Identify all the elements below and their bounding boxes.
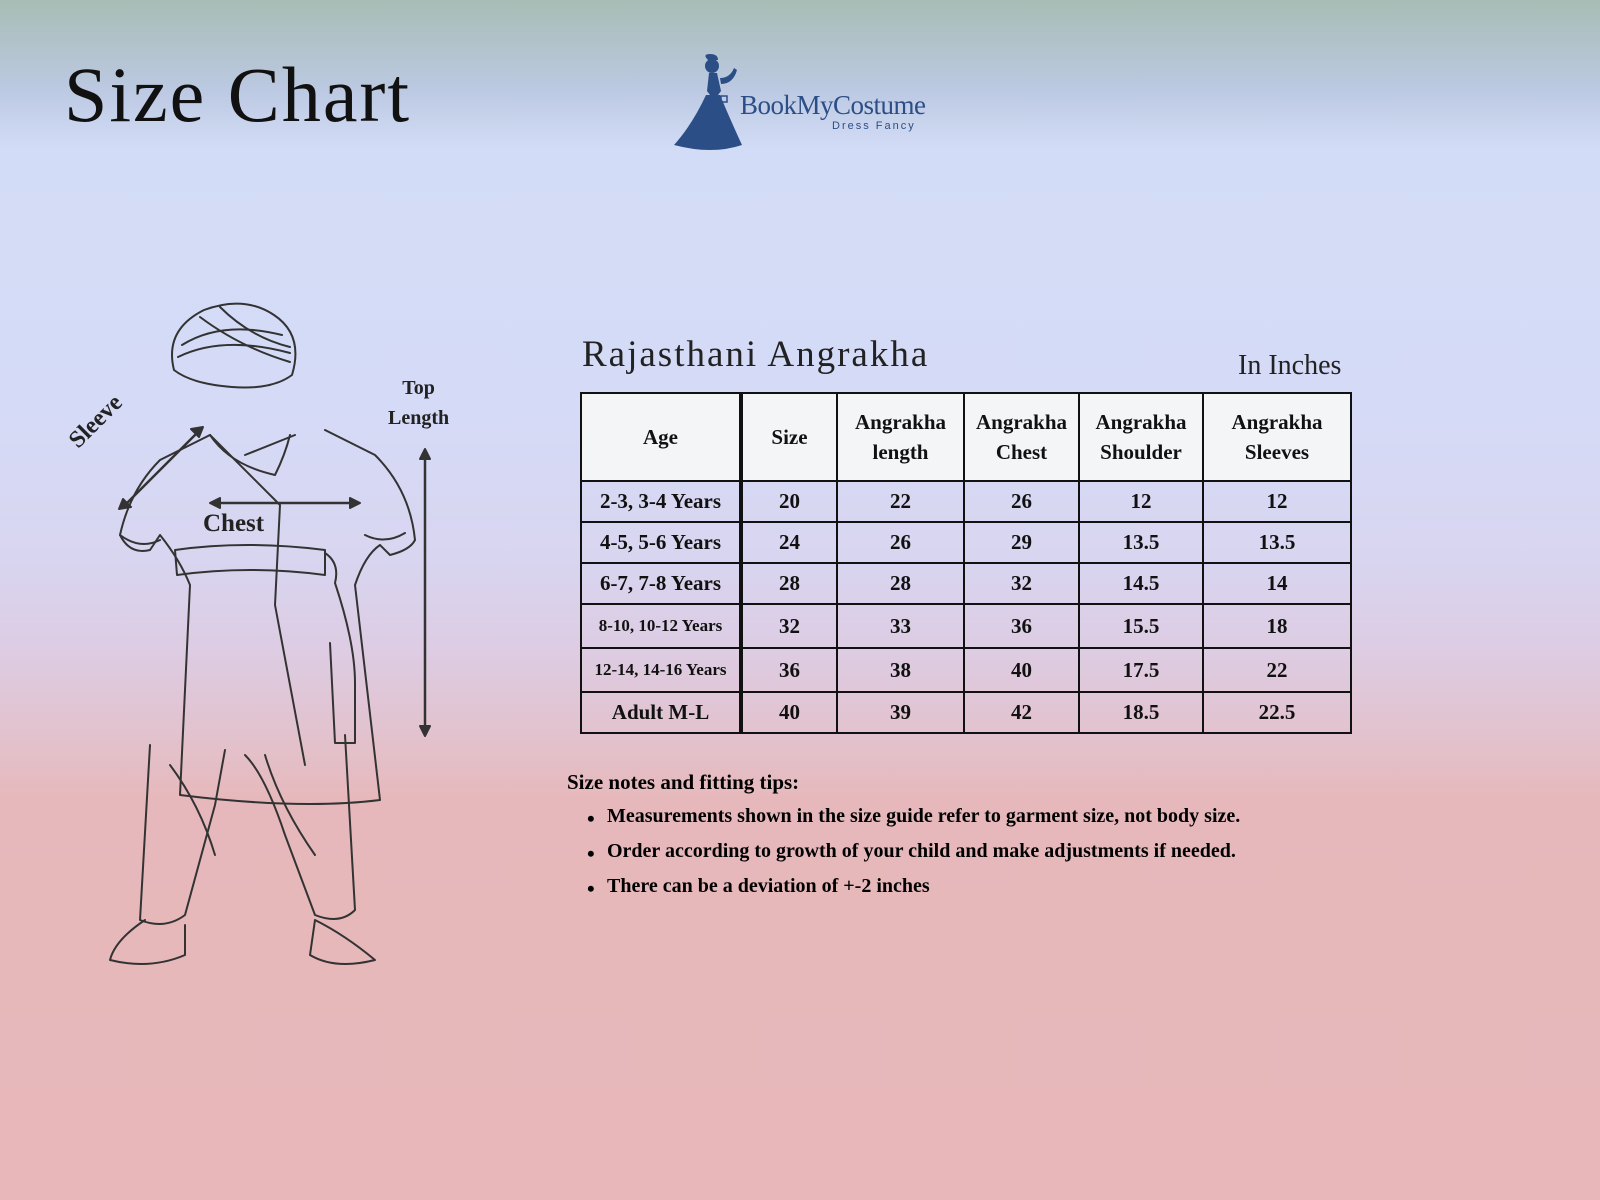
table-cell: 22.5 bbox=[1203, 692, 1351, 733]
size-notes bbox=[567, 770, 1240, 904]
table-cell: 28 bbox=[741, 563, 837, 604]
size-chart-table bbox=[580, 392, 1352, 734]
table-cell: 12 bbox=[1079, 481, 1203, 522]
column-header: Angrakha Chest bbox=[964, 393, 1079, 481]
table-cell: 18 bbox=[1203, 604, 1351, 648]
table-cell: 24 bbox=[741, 522, 837, 563]
column-header: Angrakha Sleeves bbox=[1203, 393, 1351, 481]
table-cell: 33 bbox=[837, 604, 964, 648]
table-cell: 17.5 bbox=[1079, 648, 1203, 692]
list-item: • Measurements shown in the size guide refer to garment size, not body size. bbox=[607, 799, 1240, 834]
table-row bbox=[581, 522, 1351, 563]
table-row bbox=[581, 648, 1351, 692]
notes-heading: Size notes and fitting tips: bbox=[567, 770, 800, 794]
units-label: In Inches bbox=[1238, 350, 1342, 381]
column-header: Angrakha length bbox=[837, 393, 964, 481]
column-header: Angrakha Shoulder bbox=[1079, 393, 1203, 481]
table-cell: 40 bbox=[741, 692, 837, 733]
table-header-row bbox=[581, 393, 1351, 481]
table-row bbox=[581, 481, 1351, 522]
table-cell: 38 bbox=[837, 648, 964, 692]
table-cell: 13.5 bbox=[1203, 522, 1351, 563]
brand-logo bbox=[668, 54, 938, 154]
table-row bbox=[581, 563, 1351, 604]
garment-illustration bbox=[50, 295, 490, 995]
table-cell: 36 bbox=[964, 604, 1079, 648]
table-cell: 6-7, 7-8 Years bbox=[581, 563, 741, 604]
table-cell: 39 bbox=[837, 692, 964, 733]
table-cell: 40 bbox=[964, 648, 1079, 692]
table-cell: 2-3, 3-4 Years bbox=[581, 481, 741, 522]
table-cell: 13.5 bbox=[1079, 522, 1203, 563]
table-cell: 28 bbox=[837, 563, 964, 604]
page-title: Size Chart bbox=[64, 51, 412, 138]
table-cell: 12-14, 14-16 Years bbox=[581, 648, 741, 692]
table-cell: 14.5 bbox=[1079, 563, 1203, 604]
chest-label: Chest bbox=[203, 510, 265, 537]
table-cell: 26 bbox=[964, 481, 1079, 522]
table-row bbox=[581, 692, 1351, 733]
sleeve-label: Sleeve bbox=[64, 389, 128, 454]
top-length-label: Top Length bbox=[388, 377, 450, 429]
table-cell: 22 bbox=[1203, 648, 1351, 692]
table-cell: 42 bbox=[964, 692, 1079, 733]
table-cell: 18.5 bbox=[1079, 692, 1203, 733]
column-header: Age bbox=[581, 393, 741, 481]
brand-name: BookMyCostume bbox=[740, 90, 926, 120]
table-cell: 26 bbox=[837, 522, 964, 563]
table-cell: 4-5, 5-6 Years bbox=[581, 522, 741, 563]
table-cell: 14 bbox=[1203, 563, 1351, 604]
table-cell: 20 bbox=[741, 481, 837, 522]
notes-list bbox=[567, 799, 1240, 904]
brand-tagline: Dress Fancy bbox=[832, 120, 916, 132]
table-cell: 32 bbox=[964, 563, 1079, 604]
table-cell: 22 bbox=[837, 481, 964, 522]
table-cell: 29 bbox=[964, 522, 1079, 563]
list-item: • There can be a deviation of +-2 inches bbox=[607, 869, 1240, 904]
table-cell: Adult M-L bbox=[581, 692, 741, 733]
column-header: Size bbox=[741, 393, 837, 481]
table-cell: 36 bbox=[741, 648, 837, 692]
table-cell: 15.5 bbox=[1079, 604, 1203, 648]
table-cell: 32 bbox=[741, 604, 837, 648]
product-title: Rajasthani Angrakha bbox=[582, 334, 930, 375]
table-row bbox=[581, 604, 1351, 648]
list-item: • Order according to growth of your child and make adjustments if needed. bbox=[607, 834, 1240, 869]
table-cell: 8-10, 10-12 Years bbox=[581, 604, 741, 648]
table-cell: 12 bbox=[1203, 481, 1351, 522]
